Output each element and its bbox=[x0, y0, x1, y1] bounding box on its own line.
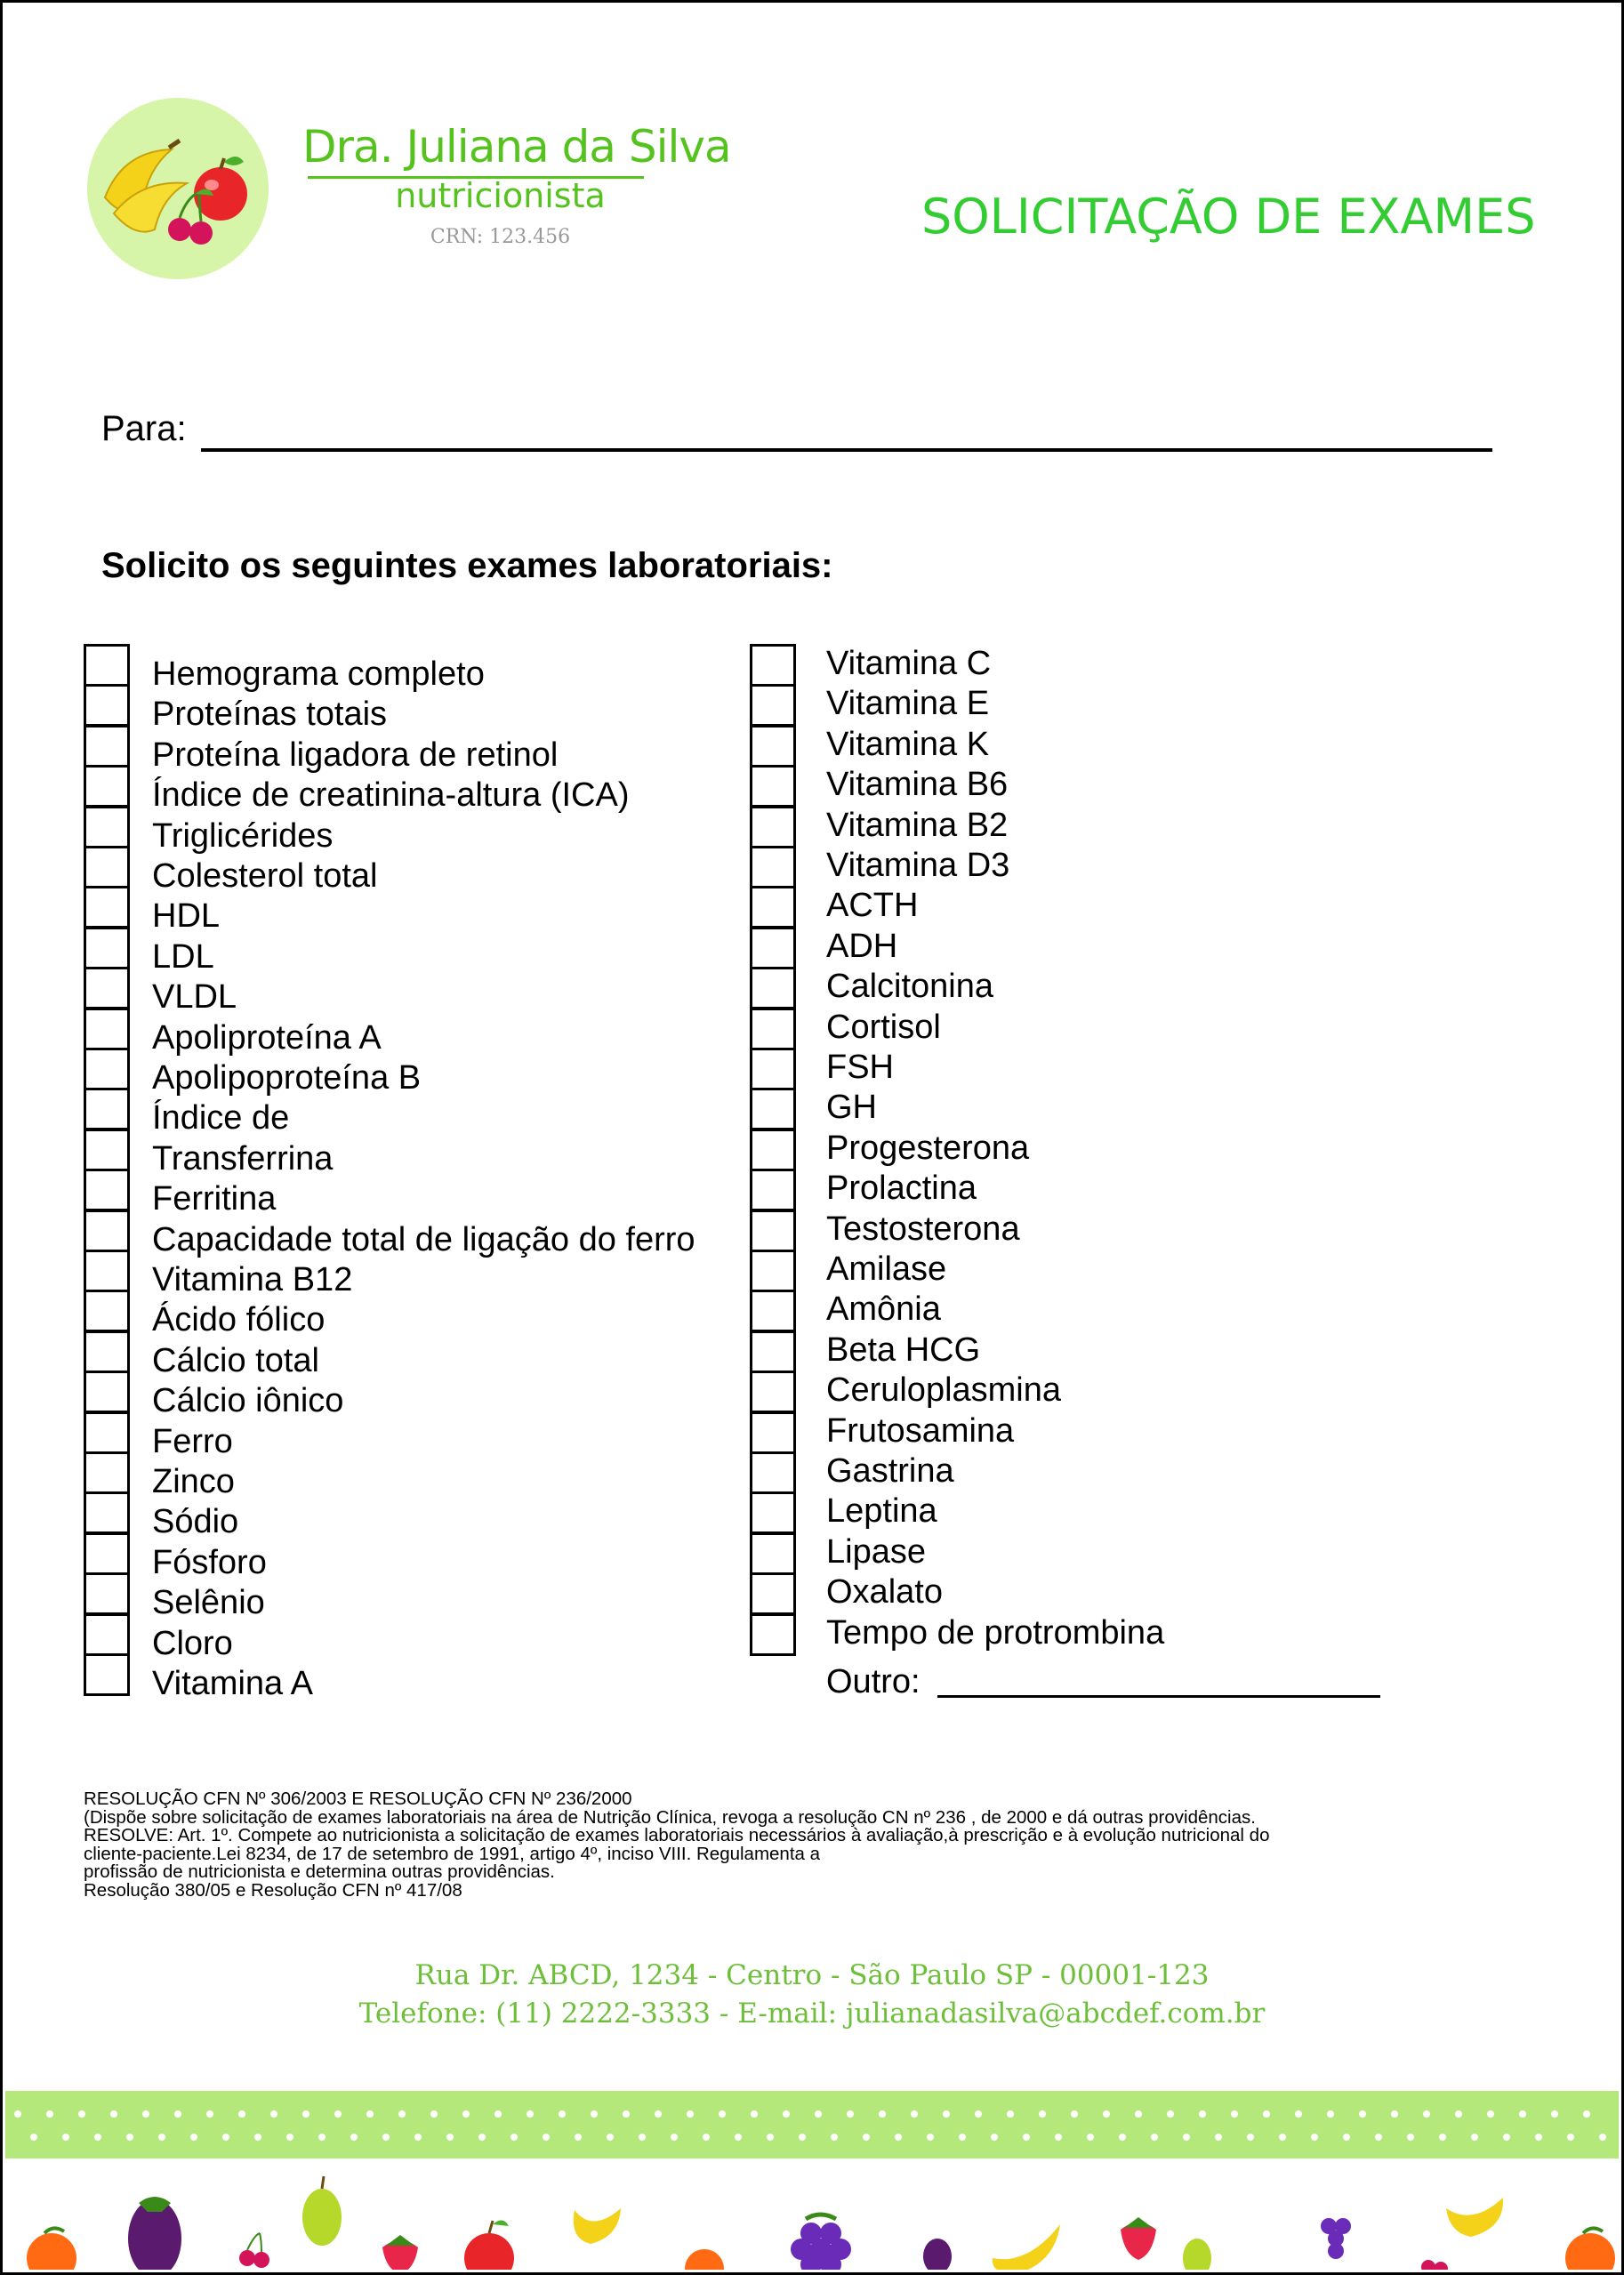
exam-label: GH bbox=[826, 1089, 877, 1127]
exam-checkbox[interactable] bbox=[84, 1491, 130, 1534]
footer-address: Rua Dr. ABCD, 1234 - Centro - São Paulo SP - 00001-123 bbox=[414, 1959, 1210, 1991]
exam-checkbox[interactable] bbox=[750, 1451, 796, 1494]
exam-checkbox[interactable] bbox=[750, 806, 796, 848]
exam-checkbox[interactable] bbox=[84, 765, 130, 808]
exam-checkbox[interactable] bbox=[750, 1572, 796, 1615]
exam-label: Amilase bbox=[826, 1250, 947, 1288]
exam-checkbox[interactable] bbox=[84, 886, 130, 928]
exam-label: Ferritina bbox=[152, 1180, 277, 1218]
exam-label: Lipase bbox=[826, 1532, 926, 1571]
exam-checkbox[interactable] bbox=[750, 1169, 796, 1211]
exam-label: Vitamina D3 bbox=[826, 847, 1010, 884]
fruit-border-illustration bbox=[5, 2158, 1619, 2270]
exam-checkbox[interactable] bbox=[750, 1330, 796, 1373]
exam-checkbox[interactable] bbox=[750, 1532, 796, 1575]
exam-checkbox[interactable] bbox=[750, 1613, 796, 1656]
exam-checkbox[interactable] bbox=[84, 927, 130, 969]
exam-checkbox[interactable] bbox=[84, 1613, 130, 1656]
exam-checkbox[interactable] bbox=[84, 1653, 130, 1696]
exam-label: Leptina bbox=[826, 1492, 937, 1531]
exam-label: Vitamina C bbox=[826, 645, 992, 682]
exam-checkbox[interactable] bbox=[84, 967, 130, 1009]
exam-checkbox[interactable] bbox=[750, 1008, 796, 1050]
crn-number: CRN: 123.456 bbox=[430, 226, 571, 248]
exam-checkbox[interactable] bbox=[84, 1371, 130, 1413]
exam-checkbox[interactable] bbox=[750, 1210, 796, 1252]
exam-label: Vitamina E bbox=[826, 685, 990, 723]
exam-checkbox[interactable] bbox=[84, 1048, 130, 1090]
exam-checkbox[interactable] bbox=[84, 846, 130, 888]
exam-label: Vitamina B6 bbox=[826, 766, 1009, 804]
exam-checkbox[interactable] bbox=[750, 1371, 796, 1413]
exam-checkbox[interactable] bbox=[84, 806, 130, 848]
exam-label: Fósforo bbox=[152, 1543, 267, 1581]
exam-label: Índice de creatinina-altura (ICA) bbox=[152, 776, 630, 815]
exam-checkbox[interactable] bbox=[750, 765, 796, 808]
exam-checkbox[interactable] bbox=[84, 1250, 130, 1292]
dotted-band bbox=[5, 2091, 1619, 2158]
exam-label: Oxalato bbox=[826, 1573, 943, 1612]
exam-checkbox[interactable] bbox=[750, 967, 796, 1009]
exam-label: Selênio bbox=[152, 1584, 265, 1622]
exam-label: Apolipoproteína B bbox=[152, 1059, 422, 1097]
exam-label: Ceruloplasmina bbox=[826, 1371, 1062, 1410]
exam-label: Amônia bbox=[826, 1290, 941, 1329]
exam-label: Vitamina K bbox=[826, 725, 990, 763]
legal-line: Resolução 380/05 e Resolução CFN nº 417/08 bbox=[84, 1879, 462, 1901]
para-field[interactable] bbox=[201, 448, 1492, 452]
exam-label: LDL bbox=[152, 937, 214, 976]
exam-label: Hemograma completo bbox=[152, 655, 485, 693]
exam-label: Frutosamina bbox=[826, 1411, 1015, 1450]
exam-checkbox[interactable] bbox=[84, 1008, 130, 1050]
exam-label: Cálcio total bbox=[152, 1341, 319, 1379]
exam-checkbox[interactable] bbox=[84, 1451, 130, 1494]
exam-label: Gastrina bbox=[826, 1452, 954, 1490]
legal-line: RESOLUÇÃO CFN Nº 306/2003 E RESOLUÇÃO CFN Nº 236/2000 bbox=[84, 1789, 632, 1809]
exam-label: HDL bbox=[152, 897, 221, 936]
doctor-name: Dra. Juliana da Silva bbox=[302, 121, 731, 173]
footer-contact: Telefone: (11) 2222-3333 - E-mail: julianadasilva@abcdef.com.br bbox=[358, 1998, 1266, 2030]
exam-checkbox[interactable] bbox=[84, 1129, 130, 1171]
exam-label: Cloro bbox=[152, 1624, 233, 1662]
legal-line: cliente-paciente.Lei 8234, de 17 de setembro de 1991, artigo 4º, inciso VIII. Regulamenta a bbox=[84, 1843, 821, 1864]
exam-checkbox[interactable] bbox=[84, 725, 130, 768]
exam-label: Vitamina A bbox=[152, 1665, 313, 1702]
outro-label: Outro: bbox=[826, 1663, 921, 1700]
exam-label: Proteína ligadora de retinol bbox=[152, 736, 559, 774]
exam-checkbox[interactable] bbox=[84, 1330, 130, 1373]
exam-label: Capacidade total de ligação do ferro bbox=[152, 1220, 695, 1258]
para-label: Para: bbox=[101, 409, 187, 448]
exam-label: Vitamina B12 bbox=[152, 1261, 353, 1298]
exam-label: Ferro bbox=[152, 1422, 233, 1460]
exam-label: Cálcio iônico bbox=[152, 1382, 344, 1420]
exam-checkbox[interactable] bbox=[750, 927, 796, 969]
exam-label: Apoliproteína A bbox=[152, 1018, 382, 1057]
profession: nutricionista bbox=[395, 176, 606, 215]
exam-label: ACTH bbox=[826, 887, 919, 925]
exam-label: Zinco bbox=[152, 1463, 235, 1500]
exam-label: Sódio bbox=[152, 1503, 239, 1541]
legal-notice bbox=[84, 1790, 1269, 1901]
exam-label: Vitamina B2 bbox=[826, 806, 1009, 844]
exam-checkbox[interactable] bbox=[750, 1048, 796, 1090]
exam-label: Triglicérides bbox=[152, 816, 334, 855]
exam-checkbox[interactable] bbox=[84, 684, 130, 727]
exam-checkbox[interactable] bbox=[750, 1411, 796, 1454]
exam-label: Calcitonina bbox=[826, 968, 993, 1006]
exam-label: Ácido fólico bbox=[152, 1301, 326, 1339]
outro-field[interactable] bbox=[937, 1695, 1380, 1698]
exam-checkbox[interactable] bbox=[84, 1532, 130, 1575]
exam-checkbox[interactable] bbox=[750, 725, 796, 768]
exam-label: FSH bbox=[826, 1049, 894, 1086]
exam-checkbox[interactable] bbox=[750, 1250, 796, 1292]
exam-checkbox[interactable] bbox=[750, 1491, 796, 1534]
legal-line: (Dispõe sobre solicitação de exames laboratoriais na área de Nutrição Clínica, revoga a resolução CN nº 236 , de 2000 e dá outras providências. bbox=[84, 1806, 1256, 1828]
exam-checkbox[interactable] bbox=[750, 1129, 796, 1171]
exam-label: Cortisol bbox=[826, 1008, 941, 1046]
document-title: SOLICITAÇÃO DE EXAMES bbox=[921, 189, 1536, 245]
exam-label: Progesterona bbox=[826, 1129, 1030, 1167]
exam-label: Proteínas totais bbox=[152, 695, 388, 734]
exam-checkbox[interactable] bbox=[750, 684, 796, 727]
exam-checkbox[interactable] bbox=[84, 1572, 130, 1615]
exam-checkbox[interactable] bbox=[750, 1088, 796, 1130]
exam-label: Testosterona bbox=[826, 1210, 1020, 1248]
exam-checkbox[interactable] bbox=[750, 644, 796, 687]
exam-checkbox[interactable] bbox=[750, 886, 796, 928]
exam-checkbox[interactable] bbox=[84, 1088, 130, 1130]
fruit-logo-icon bbox=[87, 98, 269, 279]
exam-label: Transferrina bbox=[152, 1139, 334, 1178]
exam-label: Colesterol total bbox=[152, 857, 378, 895]
exam-checkbox[interactable] bbox=[84, 1411, 130, 1454]
exam-checkbox[interactable] bbox=[84, 1290, 130, 1332]
exam-label: VLDL bbox=[152, 978, 237, 1017]
exam-checkbox[interactable] bbox=[84, 644, 130, 687]
exam-label: ADH bbox=[826, 927, 898, 965]
exam-checkbox[interactable] bbox=[750, 1290, 796, 1332]
exam-label: Prolactina bbox=[826, 1170, 977, 1208]
legal-line: profissão de nutricionista e determina outras providências. bbox=[84, 1861, 555, 1883]
exam-label: Beta HCG bbox=[826, 1330, 981, 1369]
legal-line: RESOLVE: Art. 1º. Compete ao nutricionista a solicitação de exames laboratoriais necessários à avaliação,à prescrição e à evolução nutricional do bbox=[84, 1825, 1270, 1846]
exam-checkbox[interactable] bbox=[84, 1210, 130, 1252]
exams-subtitle: Solicito os seguintes exames laboratoriais: bbox=[101, 546, 833, 585]
exam-checkbox[interactable] bbox=[84, 1169, 130, 1211]
exam-checkbox[interactable] bbox=[750, 846, 796, 888]
exam-label: Tempo de protrombina bbox=[826, 1613, 1165, 1652]
exam-label: Índice de bbox=[152, 1099, 290, 1138]
